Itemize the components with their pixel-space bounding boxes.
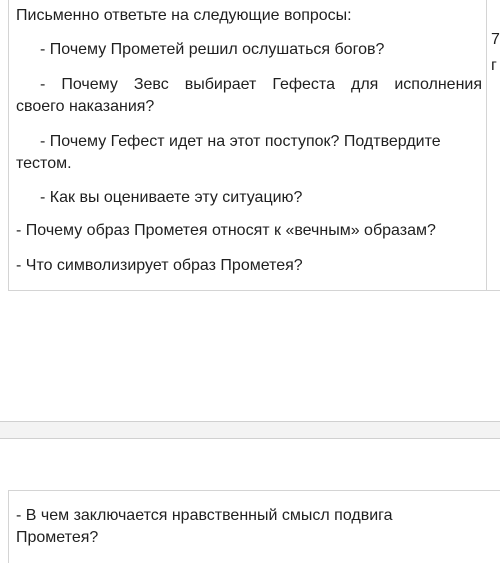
intro-text: Письменно ответьте на следующие вопросы: [16,7,352,24]
section-separator [0,421,500,439]
question-4: - Как вы оцениваете эту ситуацию? [40,189,303,206]
question-3-line-2: тестом. [16,155,72,172]
question-2-line-2: своего наказания? [16,98,155,115]
question-6: - Что символизирует образ Прометея? [16,257,303,274]
column-divider [486,0,487,291]
question-7-line-1: - В чем заключается нравственный смысл подвига [16,507,393,524]
question-2-line-1: - Почему Зевс выбирает Гефеста для исполнения [40,76,482,93]
question-3-line-1: - Почему Гефест идет на этот поступок? Подтвердите [40,133,441,150]
question-1: - Почему Прометей решил ослушаться богов? [40,41,385,58]
question-7-line-2: Прометея? [16,529,99,546]
question-5: - Почему образ Прометея относят к «вечным» образам? [16,222,436,239]
adjacent-cell-text: 7 г [491,31,500,74]
